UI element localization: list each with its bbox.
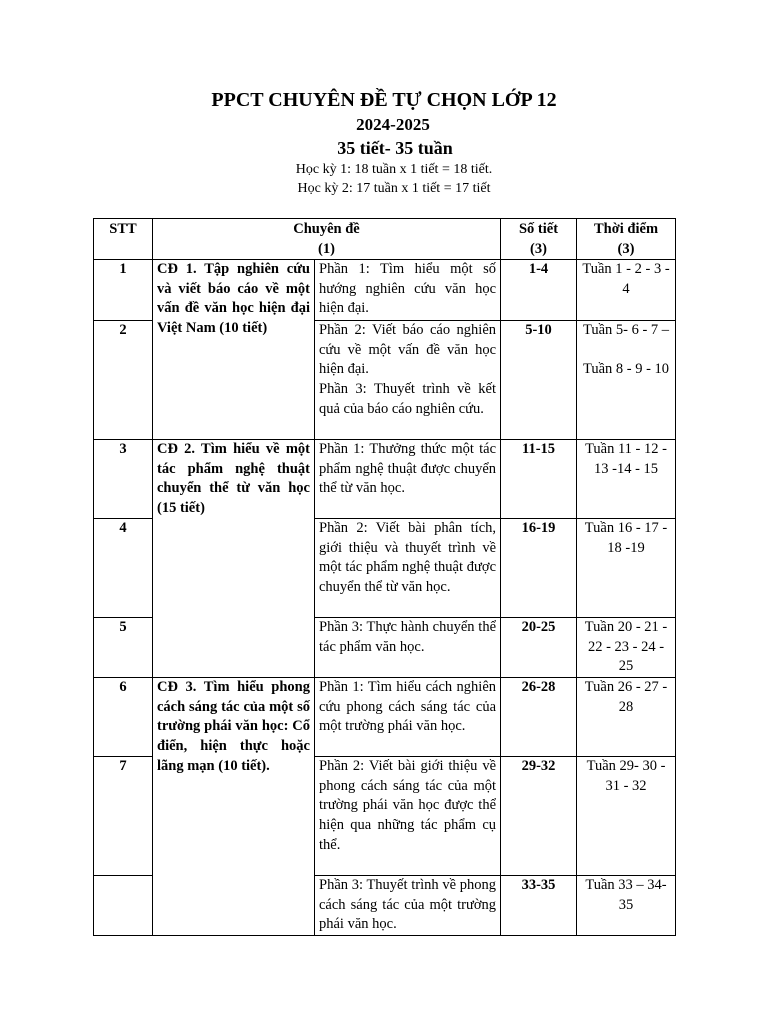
weeks-text-extra: Tuần 8 - 9 - 10 [582,361,670,378]
document-title: PPCT CHUYÊN ĐỀ TỰ CHỌN LỚP 12 [211,89,557,111]
periods-cell: 16-19 [501,519,577,618]
part-text: Phần 2: Viết báo cáo nghiên cứu về một vấn đề văn học hiện đại. [319,322,497,378]
periods-cell: 11-15 [501,440,577,519]
header-topic: Chuyên đề (1) [153,219,501,260]
periods-cell: 29-32 [501,757,577,876]
document-header [0,86,768,198]
weeks-cell: Tuần 1 - 2 - 3 - 4 [577,260,676,321]
row-number: 5 [94,618,153,678]
table-row [94,678,676,757]
plan-table [93,218,676,936]
header-stt: STT [94,219,153,260]
row-number: 2 [94,321,153,440]
periods-cell: 5-10 [501,321,577,440]
header-periods: Số tiết (3) [501,219,577,260]
part-cell [315,321,501,440]
part-cell: Phần 2: Viết bài giới thiệu về phong cách sáng tác của một trường phái văn học được thể hiện qua những tác phẩm cụ thể. [315,757,501,876]
row-number: 3 [94,440,153,519]
semester-2-info: Học kỳ 2: 17 tuần x 1 tiết = 17 tiết [297,181,491,196]
part-cell: Phần 1: Thưởng thức một tác phẩm nghệ thuật được chuyển thể từ văn học. [315,440,501,519]
weeks-cell: Tuần 11 - 12 - 13 -14 - 15 [577,440,676,519]
row-number: 1 [94,260,153,321]
topic-3: CĐ 3. Tìm hiểu phong cách sáng tác của một số trường phái văn học: Cổ điển, hiện thực hoặc lãng mạn (10 tiết). [153,678,315,936]
row-number: 6 [94,678,153,757]
part-text-extra: Phần 3: Thuyết trình về kết quả của báo cáo nghiên cứu. [319,380,497,417]
topic-1: CĐ 1. Tập nghiên cứu và viết báo cáo về một vấn đề văn học hiện đại Việt Nam (10 tiết) [153,260,315,440]
periods-cell: 26-28 [501,678,577,757]
weeks-cell: Tuần 16 - 17 - 18 -19 [577,519,676,618]
periods-cell: 33-35 [501,876,577,936]
part-cell: Phần 1: Tìm hiểu cách nghiên cứu phong cách sáng tác của một trường phái văn học. [315,678,501,757]
weeks-cell: Tuần 29- 30 - 31 - 32 [577,757,676,876]
part-cell: Phần 3: Thực hành chuyển thể tác phẩm văn học. [315,618,501,678]
header-time: Thời điểm (3) [577,219,676,260]
part-cell: Phần 2: Viết bài phân tích, giới thiệu và thuyết trình về một tác phẩm nghệ thuật được chuyển thể từ văn học. [315,519,501,618]
topic-2: CĐ 2. Tìm hiểu về một tác phẩm nghệ thuật chuyển thể từ văn học (15 tiết) [153,440,315,678]
table-header-row [94,219,676,260]
weeks-text: Tuần 5- 6 - 7 – [582,322,670,339]
weeks-cell: Tuần 26 - 27 - 28 [577,678,676,757]
part-cell: Phần 3: Thuyết trình về phong cách sáng tác của một trường phái văn học. [315,876,501,936]
table-row [94,260,676,321]
table-row [94,440,676,519]
row-number: 7 [94,757,153,876]
course-duration: 35 tiết- 35 tuần [337,138,453,158]
school-year: 2024-2025 [356,115,430,134]
weeks-cell: Tuần 33 – 34- 35 [577,876,676,936]
weeks-cell: Tuần 20 - 21 - 22 - 23 - 24 - 25 [577,618,676,678]
periods-cell: 20-25 [501,618,577,678]
row-number: 4 [94,519,153,618]
part-cell: Phần 1: Tìm hiểu một số hướng nghiên cứu văn học hiện đại. [315,260,501,321]
periods-cell: 1-4 [501,260,577,321]
weeks-cell [577,321,676,440]
row-number [94,876,153,936]
semester-1-info: Học kỳ 1: 18 tuần x 1 tiết = 18 tiết. [295,162,493,177]
